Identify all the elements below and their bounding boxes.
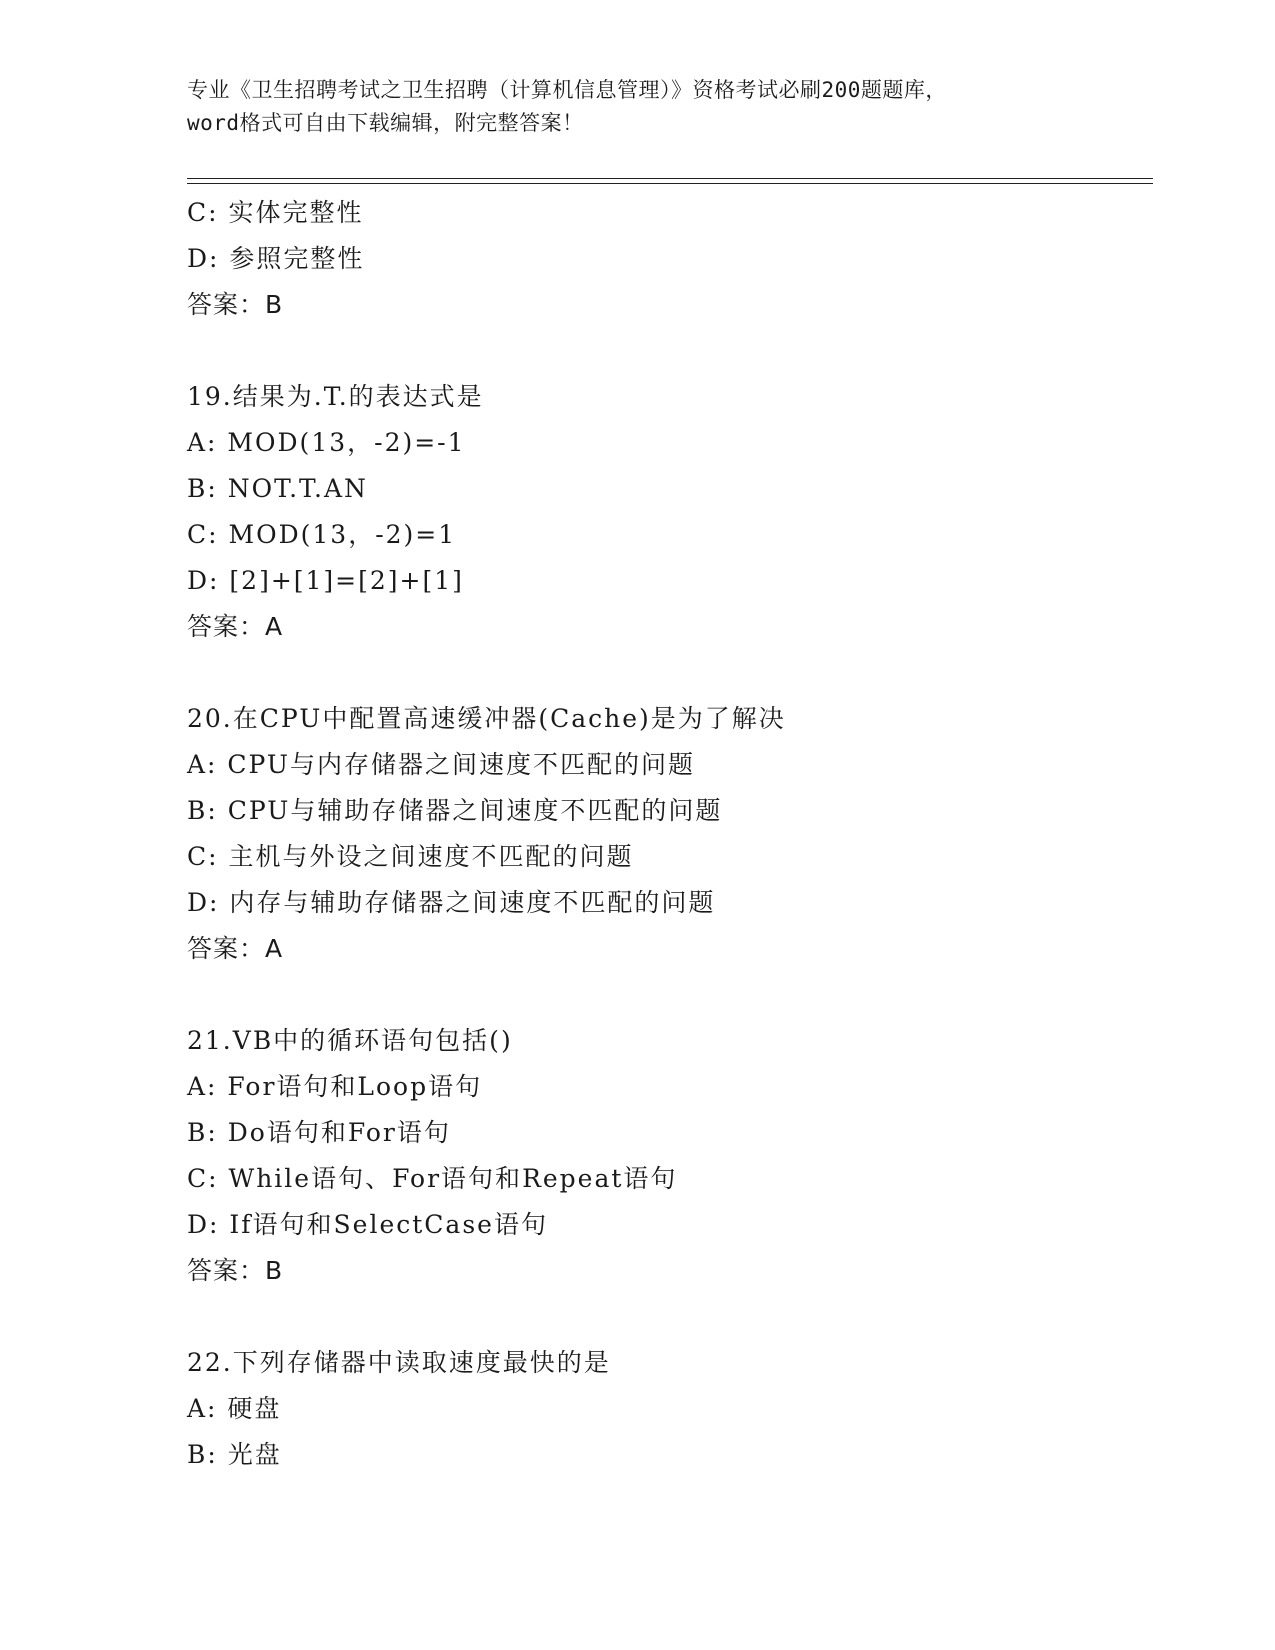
header-divider-bottom [187,183,1153,184]
answer-label: 答案：A [187,612,284,641]
question-text: 22.下列存储器中读取速度最快的是 [187,1348,611,1377]
spacer [187,328,1147,374]
option-a: A: MOD(13，-2)=-1 [187,428,466,457]
option-c: C: 实体完整性 [187,198,364,227]
answer-label: 答案：A [187,934,284,963]
question-text: 19.结果为.T.的表达式是 [187,382,484,411]
spacer [187,650,1147,696]
option-c: C: While语句、For语句和Repeat语句 [187,1164,678,1193]
question-list [187,190,1147,1478]
question-block-19 [187,374,1147,650]
spacer [187,1294,1147,1340]
spacer [187,972,1147,1018]
answer-label: 答案：B [187,290,284,319]
option-b: B: Do语句和For语句 [187,1118,451,1147]
question-block-18 [187,190,1147,328]
header-divider-top [187,178,1153,179]
question-text: 20.在CPU中配置高速缓冲器(Cache)是为了解决 [187,704,786,733]
option-a: A: 硬盘 [187,1394,282,1423]
option-d: D: [2]+[1]=[2]+[1] [187,566,464,595]
header-line-2: word格式可自由下载编辑，附完整答案！ [187,111,584,135]
option-a: A: CPU与内存储器之间速度不匹配的问题 [187,750,696,779]
question-block-21 [187,1018,1147,1294]
question-block-20 [187,696,1147,972]
option-c: C: MOD(13，-2)=1 [187,520,457,549]
option-d: D: 参照完整性 [187,244,365,273]
header-line-1: 专业《卫生招聘考试之卫生招聘（计算机信息管理）》资格考试必刷200题题库， [187,78,947,102]
option-b: B: 光盘 [187,1440,282,1469]
question-block-22 [187,1340,1147,1478]
option-b: B: CPU与辅助存储器之间速度不匹配的问题 [187,796,723,825]
option-c: C: 主机与外设之间速度不匹配的问题 [187,842,634,871]
option-b: B: NOT.T.AN [187,474,368,503]
answer-label: 答案：B [187,1256,284,1285]
option-a: A: For语句和Loop语句 [187,1072,483,1101]
option-d: D: If语句和SelectCase语句 [187,1210,548,1239]
question-text: 21.VB中的循环语句包括() [187,1026,513,1055]
option-d: D: 内存与辅助存储器之间速度不匹配的问题 [187,888,716,917]
document-header [187,74,1067,140]
